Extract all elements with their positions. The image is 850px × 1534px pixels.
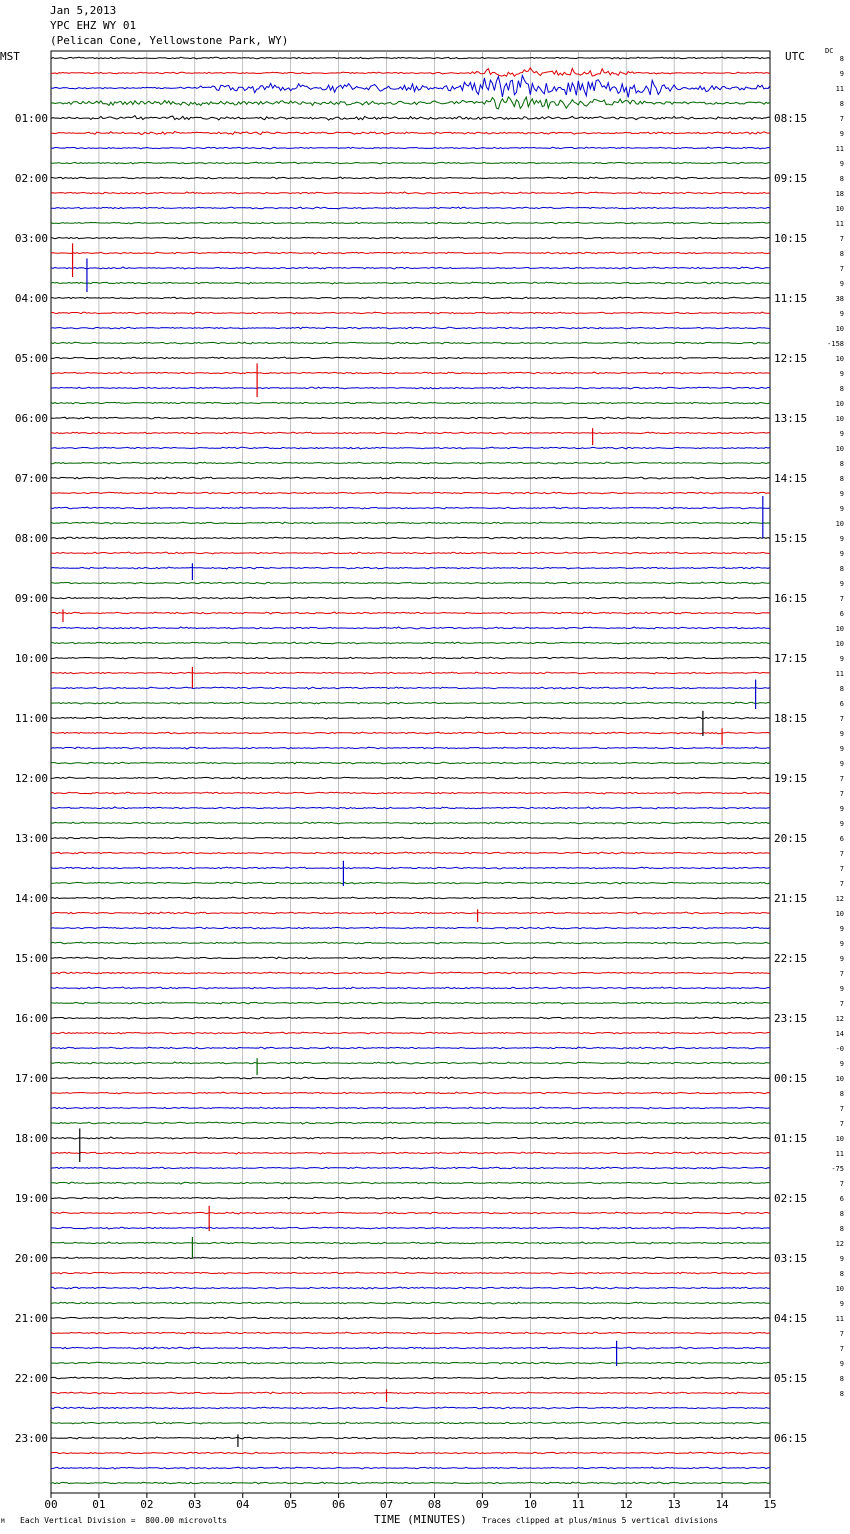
- dc-offset-value: 7: [839, 1000, 844, 1008]
- trace-row: [51, 1032, 770, 1034]
- trace-row: [51, 57, 770, 59]
- mst-hour-label: 16:00: [14, 1012, 48, 1025]
- mst-hour-label: 02:00: [14, 172, 48, 185]
- mst-hour-label: 07:00: [14, 472, 48, 485]
- x-tick-label: 15: [763, 1498, 777, 1511]
- x-tick-label: 12: [619, 1498, 633, 1511]
- dc-offset-value: 7: [839, 790, 844, 798]
- trace-row: [51, 1452, 770, 1454]
- dc-offset-value: 8: [839, 475, 844, 483]
- trace-row: [51, 1467, 770, 1469]
- dc-offset-value: 11: [835, 220, 844, 228]
- dc-offset-value: 8: [839, 1375, 844, 1383]
- trace-row: [51, 882, 770, 884]
- dc-offset-value: 9: [839, 1060, 844, 1068]
- utc-hour-label: 12:15: [774, 352, 808, 365]
- utc-hour-label: 13:15: [774, 412, 808, 425]
- trace-row: [51, 327, 770, 329]
- station-code: YPC EHZ WY 01: [50, 19, 137, 32]
- mst-hour-label: 18:00: [14, 1132, 48, 1145]
- trace-row: [51, 252, 770, 254]
- x-tick-label: 06: [331, 1498, 346, 1511]
- trace-row: [51, 897, 770, 899]
- trace-row: [51, 342, 770, 344]
- dc-offset-value: 18: [835, 190, 844, 198]
- dc-offset-value: 11: [835, 145, 844, 153]
- mst-hour-label: 09:00: [14, 592, 48, 605]
- trace-row: [51, 1407, 770, 1409]
- dc-offset-value: 8: [839, 385, 844, 393]
- trace-row: [51, 177, 770, 179]
- trace-row: [51, 207, 770, 209]
- trace-row: [51, 987, 770, 989]
- utc-hour-label: 16:15: [774, 592, 808, 605]
- dc-offset-value: 9: [839, 1300, 844, 1308]
- trace-row: [51, 462, 770, 464]
- dc-offset-value: 9: [839, 70, 844, 78]
- dc-offset-value: 8: [839, 565, 844, 573]
- utc-hour-label: 19:15: [774, 772, 808, 785]
- mst-hour-label: 17:00: [14, 1072, 48, 1085]
- dc-offset-value: -75: [831, 1165, 844, 1173]
- dc-offset-value: 7: [839, 880, 844, 888]
- mst-hour-label: 23:00: [14, 1432, 48, 1445]
- utc-hour-label: 06:15: [774, 1432, 808, 1445]
- dc-offset-value: 12: [835, 895, 844, 903]
- dc-offset-value: 9: [839, 280, 844, 288]
- dc-offset-value: 9: [839, 490, 844, 498]
- mst-axis-title: MST: [0, 50, 20, 63]
- dc-offset-value: 11: [835, 1150, 844, 1158]
- trace-row: [51, 552, 770, 554]
- trace-row: [51, 312, 770, 314]
- trace-row: [51, 1377, 770, 1379]
- dc-offset-value: 11: [835, 85, 844, 93]
- trace-row: [51, 357, 770, 359]
- trace-row: [51, 717, 770, 719]
- dc-offset-value: 9: [839, 955, 844, 963]
- trace-row: [51, 1107, 770, 1109]
- plot-frame: [51, 51, 770, 1493]
- dc-offset-value: 10: [835, 520, 844, 528]
- dc-offset-value: 10: [835, 415, 844, 423]
- dc-offset-value: 6: [839, 700, 844, 708]
- trace-row: [51, 97, 770, 109]
- dc-offset-value: 8: [839, 1270, 844, 1278]
- trace-row: [51, 162, 770, 164]
- dc-offset-value: 8: [839, 175, 844, 183]
- dc-offset-value: 9: [839, 370, 844, 378]
- dc-offset-value: 10: [835, 325, 844, 333]
- trace-row: [51, 1137, 770, 1139]
- dc-offset-value: 8: [839, 460, 844, 468]
- trace-row: [51, 1242, 770, 1244]
- trace-row: [51, 131, 770, 134]
- x-tick-label: 10: [523, 1498, 537, 1511]
- mst-hour-label: 03:00: [14, 232, 48, 245]
- x-tick-label: 13: [667, 1498, 681, 1511]
- trace-row: [51, 792, 770, 794]
- trace-row: [51, 732, 770, 734]
- trace-row: [51, 747, 770, 749]
- trace-row: [51, 1437, 770, 1439]
- trace-row: [51, 68, 770, 77]
- scale-note: Each Vertical Division = 800.00 microvolts: [20, 1516, 228, 1525]
- trace-row: [51, 672, 770, 674]
- trace-row: [51, 1392, 770, 1394]
- dc-offset-value: -158: [827, 340, 844, 348]
- trace-row: [51, 147, 770, 149]
- trace-row: [51, 116, 770, 121]
- dc-offset-value: 9: [839, 805, 844, 813]
- trace-row: [51, 1002, 770, 1004]
- utc-hour-label: 05:15: [774, 1372, 808, 1385]
- dc-offset-value: 10: [835, 1075, 844, 1083]
- trace-row: [51, 402, 770, 404]
- x-tick-label: 09: [475, 1498, 490, 1511]
- trace-row: [51, 927, 770, 929]
- trace-row: [51, 822, 770, 824]
- dc-offset-value: 7: [839, 850, 844, 858]
- trace-row: [51, 1287, 770, 1289]
- trace-row: [51, 912, 770, 914]
- trace-row: [51, 1227, 770, 1229]
- utc-hour-label: 23:15: [774, 1012, 808, 1025]
- trace-row: [51, 807, 770, 809]
- dc-offset-value: 9: [839, 940, 844, 948]
- dc-offset-value: 9: [839, 745, 844, 753]
- mst-hour-label: 11:00: [14, 712, 48, 725]
- mst-hour-label: 19:00: [14, 1192, 48, 1205]
- utc-hour-label: 10:15: [774, 232, 808, 245]
- dc-offset-value: 9: [839, 505, 844, 513]
- dc-offset-value: 10: [835, 355, 844, 363]
- dc-offset-value: 9: [839, 535, 844, 543]
- dc-offset-value: 12: [835, 1240, 844, 1248]
- x-tick-label: 01: [92, 1498, 106, 1511]
- trace-row: [51, 942, 770, 944]
- x-tick-label: 04: [236, 1498, 250, 1511]
- dc-offset-value: 9: [839, 1255, 844, 1263]
- dc-offset-value: 7: [839, 595, 844, 603]
- mst-hour-label: 10:00: [14, 652, 48, 665]
- dc-offset-value: 7: [839, 1105, 844, 1113]
- corner-mark: M: [1, 1518, 5, 1525]
- utc-hour-label: 09:15: [774, 172, 808, 185]
- utc-hour-label: 22:15: [774, 952, 808, 965]
- dc-offset-value: 10: [835, 400, 844, 408]
- trace-row: [51, 1197, 770, 1199]
- trace-row: [51, 1077, 770, 1079]
- mst-hour-label: 15:00: [14, 952, 48, 965]
- trace-row: [51, 597, 770, 599]
- dc-offset-value: -0: [835, 1045, 844, 1053]
- dc-offset-value: 9: [839, 550, 844, 558]
- station-location: (Pelican Cone, Yellowstone Park, WY): [50, 34, 289, 47]
- dc-offset-value: 9: [839, 730, 844, 738]
- dc-offset-value: 7: [839, 265, 844, 273]
- dc-offset-value: 6: [839, 1195, 844, 1203]
- dc-offset-value: 8: [839, 55, 844, 63]
- trace-row: [51, 627, 770, 629]
- trace-row: [51, 582, 770, 584]
- dc-offset-value: 9: [839, 760, 844, 768]
- utc-hour-label: 03:15: [774, 1252, 808, 1265]
- dc-offset-value: 9: [839, 820, 844, 828]
- trace-row: [51, 1092, 770, 1094]
- dc-offset-value: 8: [839, 250, 844, 258]
- dc-offset-value: 10: [835, 640, 844, 648]
- record-date: Jan 5,2013: [50, 4, 117, 17]
- dc-offset-value: 9: [839, 130, 844, 138]
- trace-row: [51, 447, 770, 449]
- dc-offset-value: 8: [839, 1390, 844, 1398]
- x-tick-label: 03: [188, 1498, 202, 1511]
- mst-hour-label: 20:00: [14, 1252, 48, 1265]
- dc-offset-value: 10: [835, 445, 844, 453]
- dc-offset-value: 14: [835, 1030, 844, 1038]
- dc-offset-value: 7: [839, 1330, 844, 1338]
- dc-offset-value: 9: [839, 925, 844, 933]
- dc-offset-value: 9: [839, 580, 844, 588]
- trace-row: [51, 1152, 770, 1154]
- trace-row: [51, 1482, 770, 1484]
- trace-row: [51, 642, 770, 644]
- trace-row: [51, 1422, 770, 1424]
- trace-row: [51, 1017, 770, 1019]
- trace-row: [51, 387, 770, 389]
- utc-hour-label: 20:15: [774, 832, 808, 845]
- dc-offset-value: 7: [839, 1120, 844, 1128]
- trace-row: [51, 702, 770, 704]
- dc-offset-value: 38: [835, 295, 844, 303]
- utc-hour-label: 18:15: [774, 712, 808, 725]
- dc-offset-value: 12: [835, 1015, 844, 1023]
- x-tick-label: 08: [427, 1498, 442, 1511]
- dc-offset-value: 7: [839, 865, 844, 873]
- mst-hour-label: 22:00: [14, 1372, 48, 1385]
- dc-offset-value: 11: [835, 670, 844, 678]
- trace-row: [51, 1167, 770, 1169]
- trace-row: [51, 867, 770, 869]
- dc-offset-value: 10: [835, 1285, 844, 1293]
- x-tick-label: 11: [571, 1498, 585, 1511]
- dc-offset-value: 10: [835, 1135, 844, 1143]
- dc-offset-value: 9: [839, 655, 844, 663]
- dc-offset-title: DC: [825, 47, 834, 55]
- trace-row: [51, 1272, 770, 1274]
- x-axis-title: TIME (MINUTES): [374, 1513, 467, 1526]
- dc-offset-value: 6: [839, 610, 844, 618]
- trace-row: [51, 522, 770, 524]
- x-tick-label: 00: [44, 1498, 58, 1511]
- trace-row: [51, 777, 770, 779]
- dc-offset-value: 7: [839, 115, 844, 123]
- mst-hour-label: 05:00: [14, 352, 48, 365]
- dc-offset-value: 7: [839, 1180, 844, 1188]
- trace-row: [51, 76, 770, 98]
- utc-hour-label: 11:15: [774, 292, 808, 305]
- utc-hour-label: 08:15: [774, 112, 808, 125]
- utc-hour-label: 04:15: [774, 1312, 808, 1325]
- dc-offset-value: 7: [839, 970, 844, 978]
- dc-offset-value: 9: [839, 1360, 844, 1368]
- trace-row: [51, 282, 770, 284]
- trace-row: [51, 762, 770, 764]
- x-tick-label: 02: [140, 1498, 154, 1511]
- trace-row: [51, 267, 770, 269]
- mst-hour-label: 13:00: [14, 832, 48, 845]
- trace-row: [51, 222, 770, 224]
- utc-axis-title: UTC: [785, 50, 805, 63]
- trace-row: [51, 657, 770, 659]
- x-tick-label: 05: [284, 1498, 298, 1511]
- utc-hour-label: 14:15: [774, 472, 808, 485]
- dc-offset-value: 8: [839, 1210, 844, 1218]
- dc-offset-value: 9: [839, 985, 844, 993]
- x-tick-label: 14: [715, 1498, 729, 1511]
- trace-row: [51, 1332, 770, 1334]
- dc-offset-value: 6: [839, 835, 844, 843]
- trace-row: [51, 1047, 770, 1049]
- dc-offset-value: 8: [839, 1225, 844, 1233]
- trace-row: [51, 852, 770, 854]
- dc-offset-value: 10: [835, 205, 844, 213]
- trace-row: [51, 957, 770, 959]
- trace-row: [51, 687, 770, 689]
- utc-hour-label: 15:15: [774, 532, 808, 545]
- dc-offset-value: 9: [839, 430, 844, 438]
- mst-hour-label: 12:00: [14, 772, 48, 785]
- dc-offset-value: 7: [839, 235, 844, 243]
- utc-hour-label: 00:15: [774, 1072, 808, 1085]
- utc-hour-label: 02:15: [774, 1192, 808, 1205]
- trace-row: [51, 237, 770, 239]
- dc-offset-value: 8: [839, 685, 844, 693]
- dc-offset-value: 9: [839, 310, 844, 318]
- trace-row: [51, 537, 770, 539]
- mst-hour-label: 08:00: [14, 532, 48, 545]
- dc-offset-value: 11: [835, 1315, 844, 1323]
- utc-hour-label: 17:15: [774, 652, 808, 665]
- dc-offset-value: 8: [839, 1090, 844, 1098]
- trace-row: [51, 972, 770, 974]
- mst-hour-label: 06:00: [14, 412, 48, 425]
- dc-offset-value: 7: [839, 1345, 844, 1353]
- utc-hour-label: 21:15: [774, 892, 808, 905]
- trace-row: [51, 1212, 770, 1214]
- trace-row: [51, 1182, 770, 1184]
- dc-offset-value: 7: [839, 715, 844, 723]
- dc-offset-value: 10: [835, 910, 844, 918]
- trace-row: [51, 1122, 770, 1124]
- mst-hour-label: 04:00: [14, 292, 48, 305]
- trace-row: [51, 417, 770, 419]
- trace-row: [51, 612, 770, 614]
- trace-row: [51, 192, 770, 194]
- trace-row: [51, 1317, 770, 1319]
- trace-row: [51, 567, 770, 569]
- dc-offset-value: 7: [839, 775, 844, 783]
- trace-row: [51, 432, 770, 434]
- clip-note: Traces clipped at plus/minus 5 vertical divisions: [482, 1516, 719, 1525]
- trace-row: [51, 1347, 770, 1349]
- trace-row: [51, 507, 770, 509]
- dc-offset-value: 8: [839, 100, 844, 108]
- x-tick-label: 07: [379, 1498, 394, 1511]
- mst-hour-label: 14:00: [14, 892, 48, 905]
- trace-row: [51, 1257, 770, 1259]
- trace-row: [51, 492, 770, 494]
- dc-offset-value: 9: [839, 160, 844, 168]
- dc-offset-value: 10: [835, 625, 844, 633]
- trace-row: [51, 372, 770, 374]
- trace-row: [51, 477, 770, 479]
- trace-row: [51, 297, 770, 299]
- utc-hour-label: 01:15: [774, 1132, 808, 1145]
- mst-hour-label: 01:00: [14, 112, 48, 125]
- trace-row: [51, 837, 770, 839]
- trace-row: [51, 1062, 770, 1064]
- trace-row: [51, 1362, 770, 1364]
- trace-row: [51, 1302, 770, 1304]
- mst-hour-label: 21:00: [14, 1312, 48, 1325]
